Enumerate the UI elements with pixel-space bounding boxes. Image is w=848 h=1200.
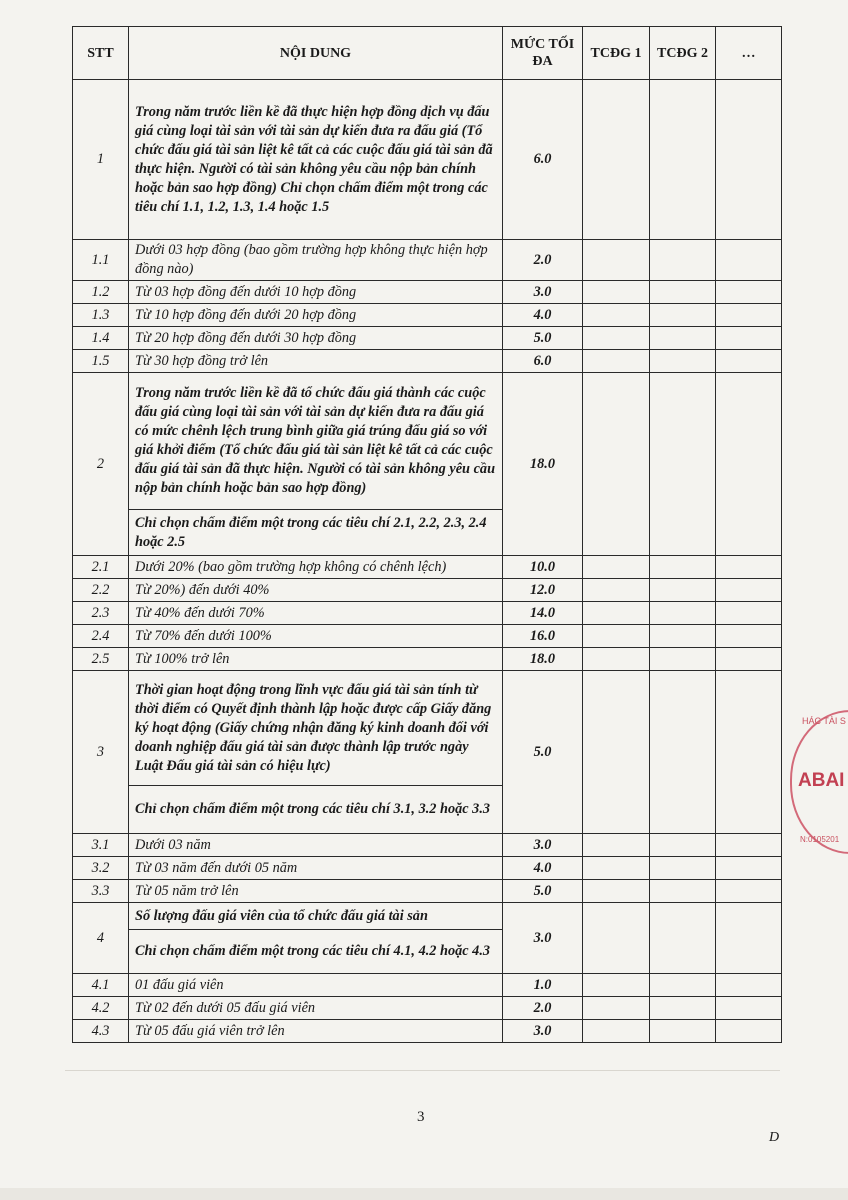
row-stt: 2.2 [73, 579, 129, 602]
tcdg1-cell [583, 903, 650, 974]
header-tcdg2: TCĐG 2 [650, 27, 716, 80]
tcdg1-cell [583, 625, 650, 648]
tcdg2-cell [650, 240, 716, 281]
table-row [73, 997, 782, 1020]
row-max: 3.0 [503, 1020, 583, 1043]
more-cell [716, 240, 782, 281]
table-row [73, 903, 782, 930]
scoring-table [72, 26, 782, 1043]
row-max: 6.0 [503, 80, 583, 240]
tcdg2-cell [650, 602, 716, 625]
tcdg2-cell [650, 857, 716, 880]
row-subcontent: Chỉ chọn chấm điểm một trong các tiêu chí 2.1, 2.2, 2.3, 2.4 hoặc 2.5 [129, 510, 503, 556]
more-cell [716, 602, 782, 625]
tcdg2-cell [650, 327, 716, 350]
row-max: 3.0 [503, 903, 583, 974]
table-row [73, 625, 782, 648]
tcdg1-cell [583, 671, 650, 834]
table-row [73, 240, 782, 281]
row-max: 10.0 [503, 556, 583, 579]
table-row [73, 579, 782, 602]
more-cell [716, 373, 782, 556]
more-cell [716, 671, 782, 834]
more-cell [716, 974, 782, 997]
row-stt: 1 [73, 80, 129, 240]
row-stt: 3.2 [73, 857, 129, 880]
tcdg1-cell [583, 327, 650, 350]
table-row [73, 556, 782, 579]
table-row [73, 1020, 782, 1043]
tcdg1-cell [583, 974, 650, 997]
more-cell [716, 834, 782, 857]
stamp-middle-text: ABAI [798, 770, 845, 791]
row-content: Từ 05 năm trở lên [129, 880, 503, 903]
row-stt: 2.1 [73, 556, 129, 579]
tcdg2-cell [650, 579, 716, 602]
row-content: Dưới 03 hợp đồng (bao gồm trường hợp không thực hiện hợp đồng nào) [129, 240, 503, 281]
table-row [73, 350, 782, 373]
table-row [73, 648, 782, 671]
more-cell [716, 1020, 782, 1043]
row-content: Từ 20%) đến dưới 40% [129, 579, 503, 602]
corner-mark: D [769, 1130, 780, 1145]
row-max: 18.0 [503, 373, 583, 556]
row-content: Từ 02 đến dưới 05 đấu giá viên [129, 997, 503, 1020]
stamp-bottom-text: N:0105201 [800, 835, 840, 844]
row-content: Từ 30 hợp đồng trở lên [129, 350, 503, 373]
more-cell [716, 327, 782, 350]
row-max: 5.0 [503, 327, 583, 350]
row-max: 3.0 [503, 834, 583, 857]
row-content: Từ 20 hợp đồng đến dưới 30 hợp đồng [129, 327, 503, 350]
header-stt: STT [73, 27, 129, 80]
row-content: Trong năm trước liền kề đã thực hiện hợp đồng dịch vụ đấu giá cùng loại tài sản với tài sản dự kiến đưa ra đấu giá (Tổ chức đấu giá tài sản liệt kê tất cả các cuộc đấu giá tài sản đã thực hiện. Người có tài sản không yêu cầu nộp bản chính hoặc bản sao hợp đồng) Chỉ chọn chấm điểm một trong các tiêu chí 1.1, 1.2, 1.3, 1.4 hoặc 1.5 [129, 80, 503, 240]
row-content: Từ 100% trở lên [129, 648, 503, 671]
tcdg2-cell [650, 834, 716, 857]
table-row [73, 671, 782, 786]
tcdg1-cell [583, 80, 650, 240]
tcdg1-cell [583, 997, 650, 1020]
tcdg2-cell [650, 625, 716, 648]
row-max: 1.0 [503, 974, 583, 997]
row-content: Từ 05 đấu giá viên trở lên [129, 1020, 503, 1043]
row-stt: 1.5 [73, 350, 129, 373]
tcdg1-cell [583, 1020, 650, 1043]
row-stt: 1.3 [73, 304, 129, 327]
row-stt: 4.2 [73, 997, 129, 1020]
more-cell [716, 857, 782, 880]
tcdg2-cell [650, 80, 716, 240]
row-max: 3.0 [503, 281, 583, 304]
tcdg2-cell [650, 903, 716, 974]
tcdg2-cell [650, 974, 716, 997]
row-content: Từ 03 năm đến dưới 05 năm [129, 857, 503, 880]
tcdg1-cell [583, 373, 650, 556]
tcdg1-cell [583, 834, 650, 857]
row-max: 12.0 [503, 579, 583, 602]
row-stt: 4 [73, 903, 129, 974]
row-stt: 4.1 [73, 974, 129, 997]
stamp-top-text: HÁC TÀI S [802, 716, 846, 726]
more-cell [716, 579, 782, 602]
row-max: 2.0 [503, 240, 583, 281]
row-content: Từ 70% đến dưới 100% [129, 625, 503, 648]
row-stt: 3.3 [73, 880, 129, 903]
table-row [73, 281, 782, 304]
tcdg2-cell [650, 1020, 716, 1043]
table-row [73, 974, 782, 997]
row-content: Từ 40% đến dưới 70% [129, 602, 503, 625]
row-max: 4.0 [503, 304, 583, 327]
row-max: 14.0 [503, 602, 583, 625]
row-content: Từ 03 hợp đồng đến dưới 10 hợp đồng [129, 281, 503, 304]
row-max: 4.0 [503, 857, 583, 880]
row-content: 01 đấu giá viên [129, 974, 503, 997]
header-content: NỘI DUNG [129, 27, 503, 80]
row-subcontent: Chỉ chọn chấm điểm một trong các tiêu chí 3.1, 3.2 hoặc 3.3 [129, 786, 503, 834]
table-row [73, 880, 782, 903]
table-row [73, 373, 782, 510]
tcdg2-cell [650, 556, 716, 579]
row-content: Dưới 03 năm [129, 834, 503, 857]
tcdg2-cell [650, 671, 716, 834]
tcdg1-cell [583, 648, 650, 671]
row-stt: 2.5 [73, 648, 129, 671]
row-stt: 1.4 [73, 327, 129, 350]
tcdg2-cell [650, 997, 716, 1020]
more-cell [716, 350, 782, 373]
row-stt: 3.1 [73, 834, 129, 857]
row-content: Trong năm trước liền kề đã tổ chức đấu giá thành các cuộc đấu giá cùng loại tài sản với tài sản dự kiến đưa ra đấu giá có mức chênh lệch trung bình giữa giá trúng đấu giá so với giá khởi điểm (Tổ chức đấu giá tài sản liệt kê tất cả các cuộc đấu giá tài sản đã thực hiện. Người có tài sản không yêu cầu nộp bản chính hoặc bản sao hợp đồng) [129, 373, 503, 510]
more-cell [716, 281, 782, 304]
table-row [73, 602, 782, 625]
tcdg1-cell [583, 880, 650, 903]
more-cell [716, 304, 782, 327]
row-max: 5.0 [503, 880, 583, 903]
red-stamp [790, 710, 848, 850]
tcdg2-cell [650, 373, 716, 556]
page-number: 3 [417, 1109, 425, 1125]
row-max: 5.0 [503, 671, 583, 834]
more-cell [716, 903, 782, 974]
row-content: Dưới 20% (bao gồm trường hợp không có chênh lệch) [129, 556, 503, 579]
more-cell [716, 997, 782, 1020]
table-row [73, 304, 782, 327]
row-max: 16.0 [503, 625, 583, 648]
tcdg1-cell [583, 304, 650, 327]
table-row [73, 857, 782, 880]
tcdg2-cell [650, 880, 716, 903]
more-cell [716, 880, 782, 903]
tcdg2-cell [650, 281, 716, 304]
row-stt: 4.3 [73, 1020, 129, 1043]
row-stt: 2 [73, 373, 129, 556]
row-content: Thời gian hoạt động trong lĩnh vực đấu giá tài sản tính từ thời điểm có Quyết định thành lập hoặc được cấp Giấy đăng ký hoạt động (Giấy chứng nhận đăng ký kinh doanh đối với doanh nghiệp đấu giá tài sản được thành lập trước ngày Luật Đấu giá tài sản có hiệu lực) [129, 671, 503, 786]
more-cell [716, 556, 782, 579]
tcdg1-cell [583, 281, 650, 304]
tcdg1-cell [583, 350, 650, 373]
table-row [73, 834, 782, 857]
row-max: 2.0 [503, 997, 583, 1020]
tcdg1-cell [583, 602, 650, 625]
row-stt: 1.1 [73, 240, 129, 281]
row-max: 18.0 [503, 648, 583, 671]
row-subcontent: Chỉ chọn chấm điểm một trong các tiêu chí 4.1, 4.2 hoặc 4.3 [129, 930, 503, 974]
header-tcdg1: TCĐG 1 [583, 27, 650, 80]
tcdg1-cell [583, 240, 650, 281]
table-row [73, 80, 782, 240]
table-header-row [73, 27, 782, 80]
bleed-through-line [65, 1070, 780, 1071]
page-bottom-edge [0, 1188, 848, 1200]
more-cell [716, 625, 782, 648]
row-stt: 2.4 [73, 625, 129, 648]
header-max: MỨC TỐI ĐA [503, 27, 583, 80]
row-content: Từ 10 hợp đồng đến dưới 20 hợp đồng [129, 304, 503, 327]
more-cell [716, 648, 782, 671]
tcdg2-cell [650, 350, 716, 373]
row-content: Số lượng đấu giá viên của tổ chức đấu giá tài sản [129, 903, 503, 930]
tcdg2-cell [650, 304, 716, 327]
tcdg1-cell [583, 579, 650, 602]
header-more: … [716, 27, 782, 80]
table-row [73, 327, 782, 350]
tcdg2-cell [650, 648, 716, 671]
more-cell [716, 80, 782, 240]
row-stt: 2.3 [73, 602, 129, 625]
row-stt: 1.2 [73, 281, 129, 304]
tcdg1-cell [583, 556, 650, 579]
row-stt: 3 [73, 671, 129, 834]
row-max: 6.0 [503, 350, 583, 373]
tcdg1-cell [583, 857, 650, 880]
